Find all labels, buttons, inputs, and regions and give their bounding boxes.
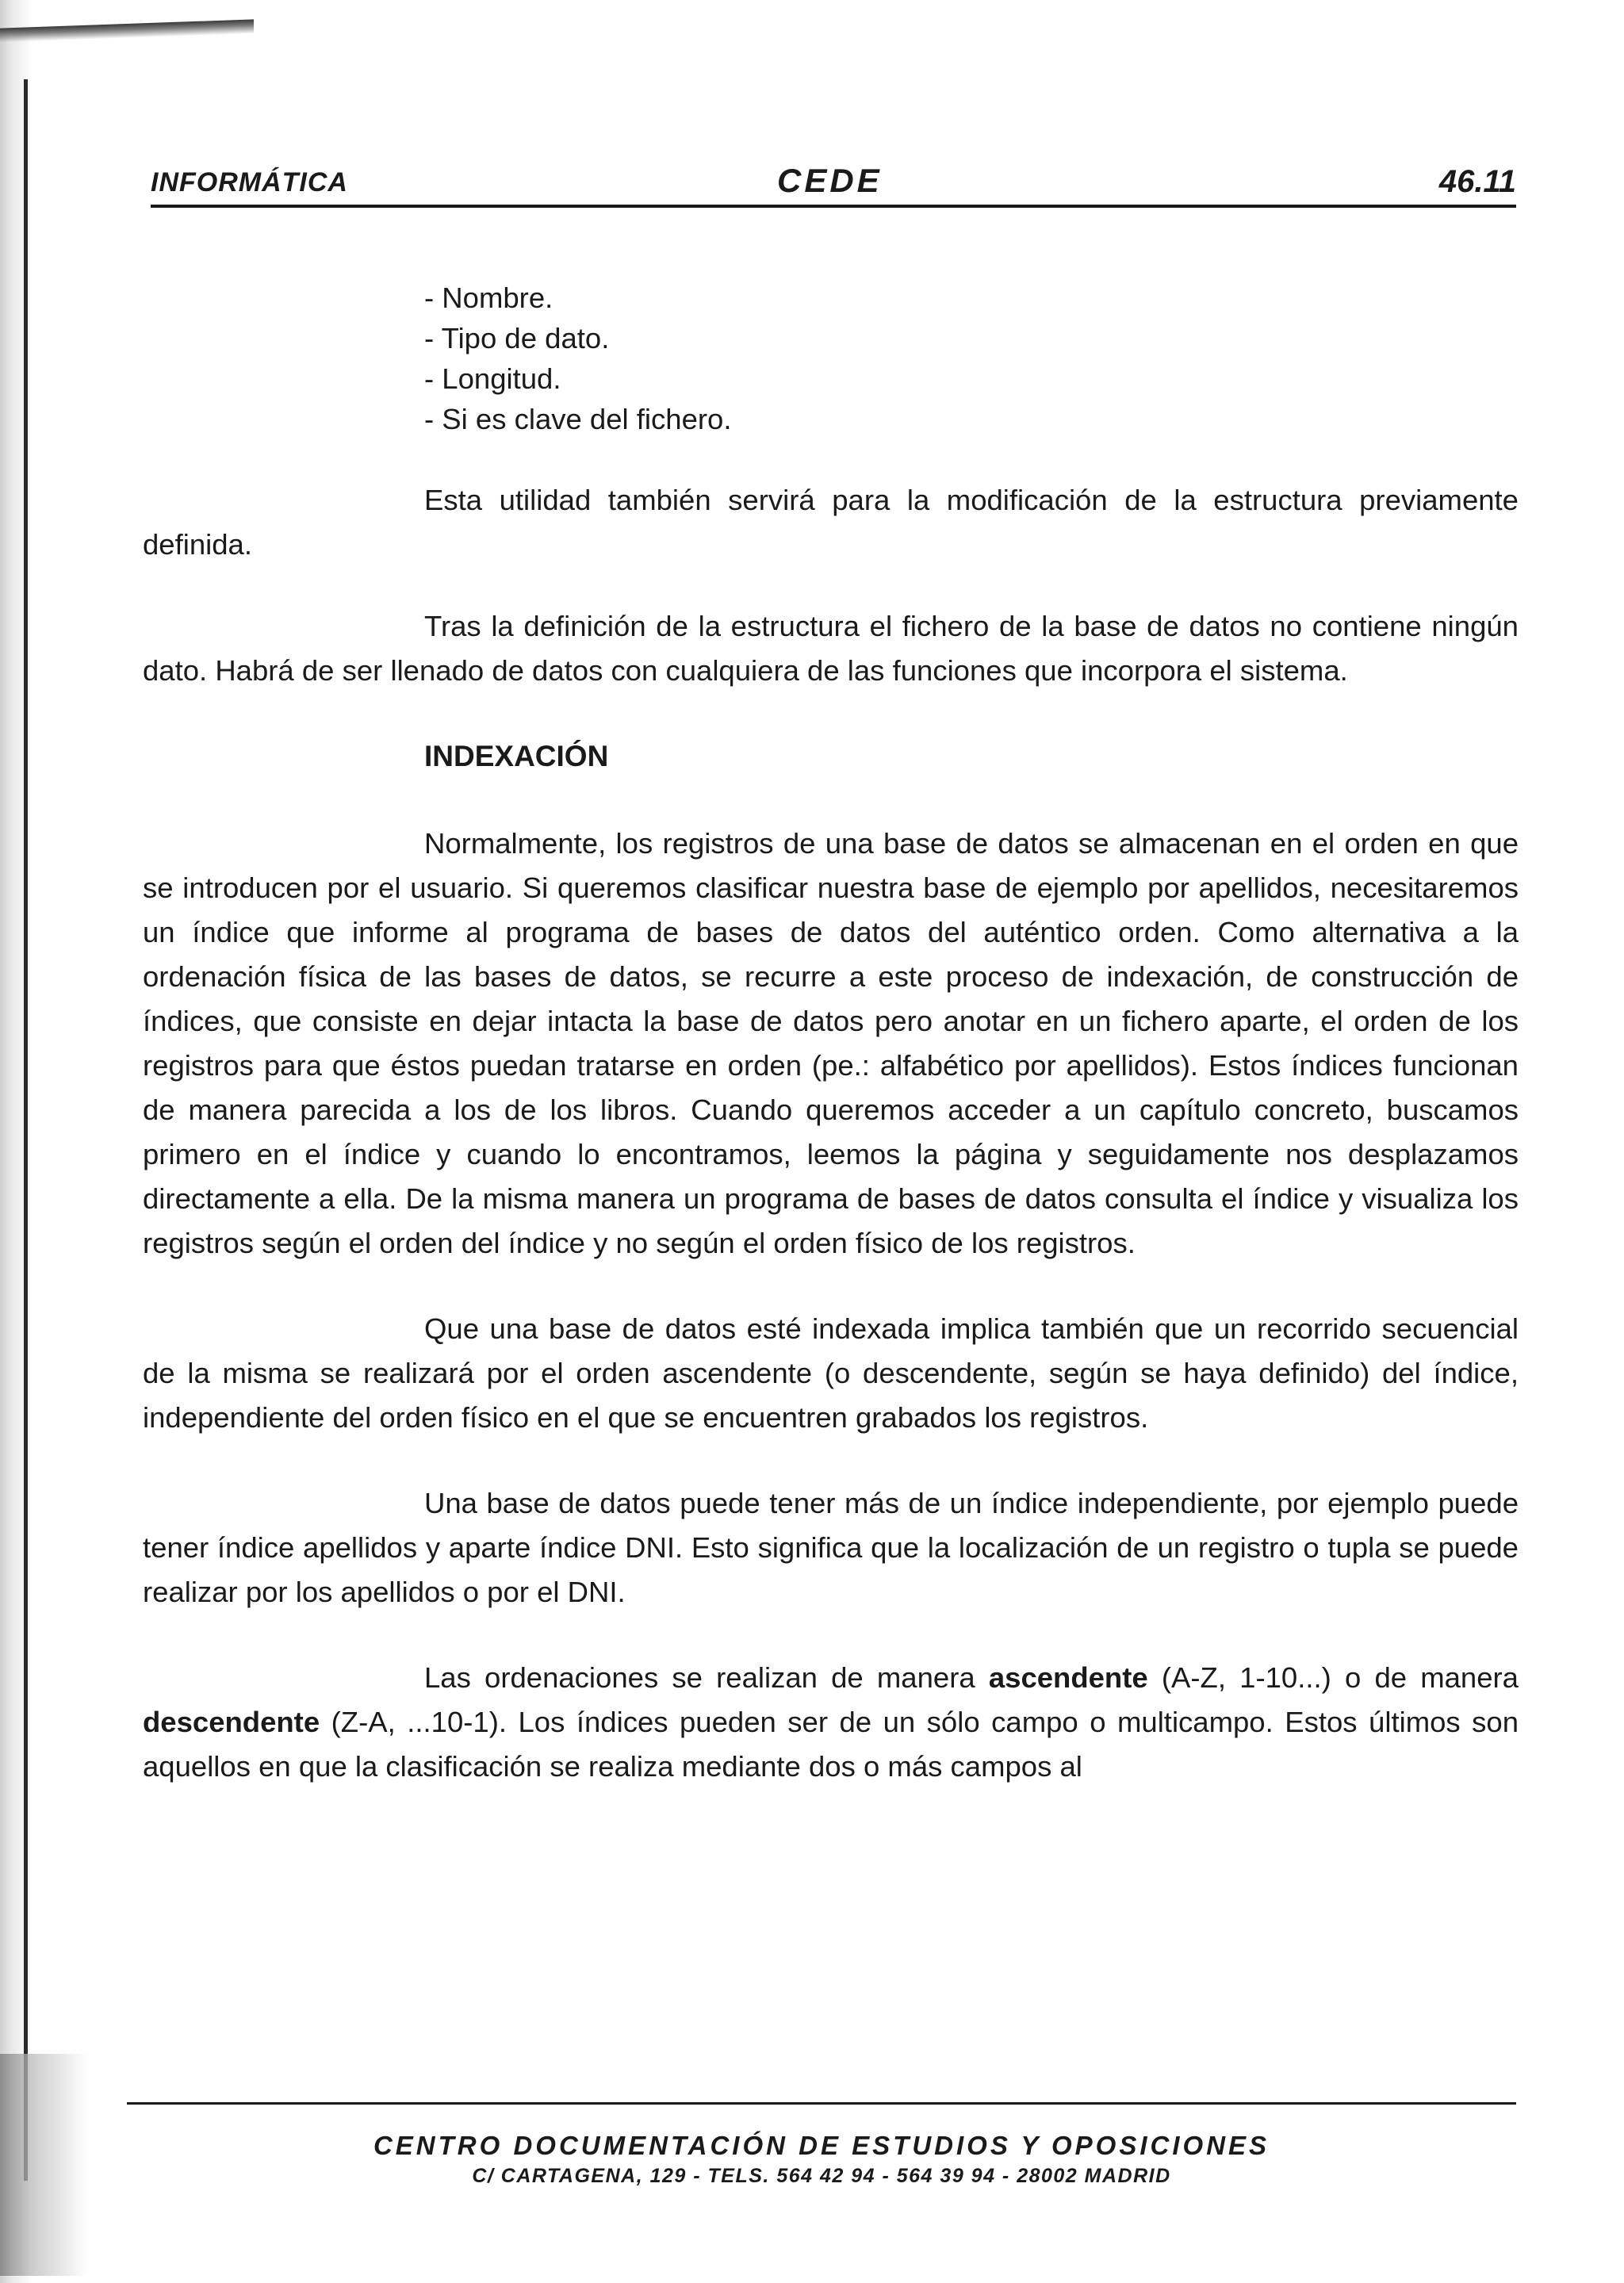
bold-term-descendente: descendente — [143, 1706, 320, 1738]
footer-rule — [127, 2102, 1516, 2105]
page-header — [151, 157, 1516, 205]
paragraph: Esta utilidad también servirá para la modificación de la estructura previamente definida. — [143, 484, 1519, 561]
paragraph-text: (Z-A, ...10-1). Los índices pueden ser de un sólo campo o multicampo. Estos últimos son aquellos en que la clasificación se realiza mediante dos o más campos al — [143, 1706, 1519, 1783]
paragraph: Una base de datos puede tener más de un índice independiente, por ejemplo puede tener índice apellidos y aparte índice DNI. Esto significa que la localización de un registro o tupla se puede realizar por los apellidos o por el DNI. — [143, 1487, 1519, 1608]
list-item: - Nombre. — [424, 282, 553, 314]
header-rule — [151, 205, 1516, 208]
page-number: 46.11 — [1438, 164, 1516, 199]
footer-title: CENTRO DOCUMENTACIÓN DE ESTUDIOS Y OPOSICIONES — [373, 2131, 1270, 2160]
scan-binding-shadow-bottom — [0, 2054, 95, 2276]
paragraph-text: (A-Z, 1-10...) o de manera — [1147, 1661, 1519, 1694]
list-item: - Si es clave del fichero. — [424, 403, 732, 435]
page-footer — [127, 2129, 1516, 2189]
scan-binding-edge — [0, 0, 56, 2283]
paragraph: Normalmente, los registros de una base de datos se almacenan en el orden en que se introducen por el usuario. Si queremos clasificar nuestra base de ejemplo por apellidos, necesitaremos un índice que informe al programa de bases de datos del auténtico orden. Como alternativa a la ordenación física de las bases de datos, se recurre a este proceso de indexación, de construcción de índices, que consiste en dejar intacta la base de datos pero anotar en un fichero aparte, el orden de los registros para que éstos puedan tratarse en orden (pe.: alfabético por apellidos). Estos índices funcionan de manera parecida a los de los libros. Cuando queremos acceder a un capítulo concreto, buscamos primero en el índice y cuando lo encontramos, leemos la página y seguidamente nos desplazamos directamente a ella. De la misma manera un programa de bases de datos consulta el índice y visualiza los registros según el orden del índice y no según el orden físico de los registros. — [143, 827, 1519, 1259]
paragraph: Tras la definición de la estructura el fichero de la base de datos no contiene ningún dato. Habrá de ser llenado de datos con cualquiera de las funciones que incorpora el sistema. — [143, 610, 1519, 687]
footer-address: C/ CARTAGENA, 129 - TELS. 564 42 94 - 564 39 94 - 28002 MADRID — [472, 2165, 1171, 2187]
header-publisher-logo: CEDE — [777, 162, 883, 199]
paragraph — [143, 1656, 1519, 1789]
section-heading: INDEXACIÓN — [424, 740, 609, 772]
paragraph: Que una base de datos esté indexada implica también que un recorrido secuencial de la misma se realizará por el orden ascendente (o descendente, según se haya definido) del índice, independiente del orden físico en el que se encuentren grabados los registros. — [143, 1312, 1519, 1434]
page-content — [143, 278, 1519, 1789]
list-item: - Longitud. — [424, 362, 561, 395]
bold-term-ascendente: ascendente — [988, 1661, 1148, 1694]
scan-binding-line — [24, 79, 28, 2181]
header-section-label: INFORMÁTICA — [151, 167, 348, 197]
field-attribute-list — [424, 278, 1519, 439]
paragraph-text: Las ordenaciones se realizan de manera — [424, 1661, 989, 1694]
list-item: - Tipo de dato. — [424, 322, 610, 354]
